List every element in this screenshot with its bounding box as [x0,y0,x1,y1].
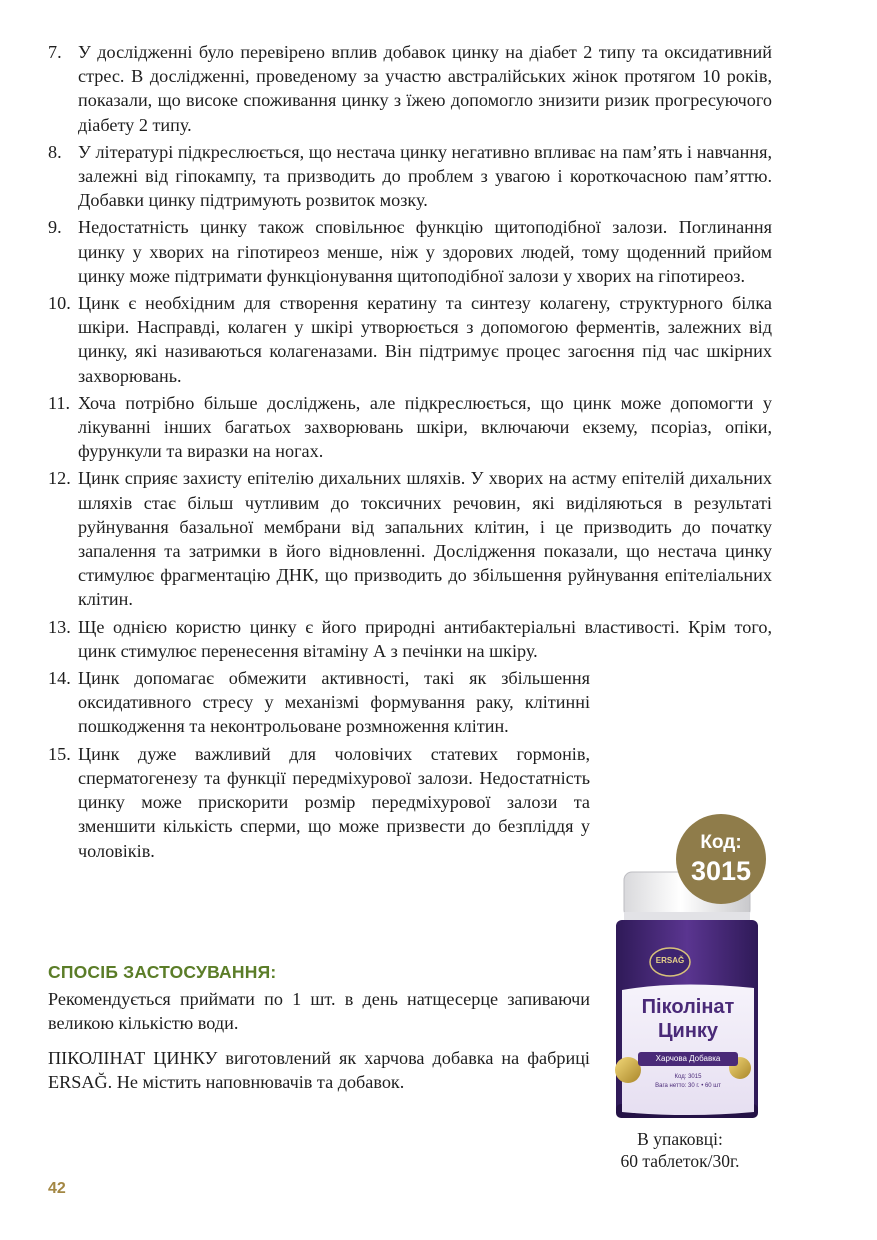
item-text: У дослідженні було перевірено вплив добавок цинку на діабет 2 типу та оксидативний стрес. В дослідженні, проведеному за участю австралійських жінок протягом 10 років, показали, що високе споживання цинку з їжею допомогло знизити ризик прогресуючого діабету 2 типу. [78,42,772,135]
item-text: Ще однією користю цинку є його природні антибактеріальні властивості. Крім того, цинк стимулює перенесення вітаміну А з печінки на шкіру. [78,616,772,661]
badge-label: Код: [700,832,742,853]
item-text: У літературі підкреслюється, що нестача цинку негативно впливає на пам’ять і навчання, залежні від гіпокампу, та призводить до проблем з увагою і короткочасною пам’яттю. Добавки цинку підтримують розвиток мозку. [78,141,772,211]
item-text: Хоча потрібно більше досліджень, але підкреслюється, що цинк може допомогти у лікуванні інших багатьох захворювань шкіри, включаючи екзему, псоріаз, опіки, фурункули та виразки на ногах. [78,392,772,462]
page-number: 42 [48,1180,66,1197]
item-number: 13. [48,616,71,637]
list-item [48,215,772,288]
item-number: 15. [48,743,71,764]
item-text: Цинк сприяє захисту епітелію дихальних шляхів. У хворих на астму епітелій дихальних шляхів стає більш чутливим до токсичних речовин, які виділяються в результаті руйнування базальної мембрани від запальних клітин, і це призводить до початку запалення та затримки в його відновленні. Дослідження показали, що нестача цинку стимулює фрагментацію ДНК, що призводить до збільшення руйнування епітеліальних клітин. [78,468,772,610]
item-number: 14. [48,668,71,689]
item-number: 8. [48,141,62,162]
badge [676,814,766,904]
list-item [48,291,772,388]
list-item [48,140,772,213]
item-text: Цинк дуже важливий для чоловічих статевих гормонів, сперматогенезу та функції передміхурової залози. Недостатність цинку може прискорити розмір передміхурової залози та зменшити кількість сперми, що може призвести до безпліддя у чоловіків. [78,743,590,861]
jar-name-line2: Цинку [657,1020,719,1042]
usage-section-title: СПОСІБ ЗАСТОСУВАННЯ: [48,962,277,982]
list-item [48,742,590,863]
item-text: Недостатність цинку також сповільнює функцію щитоподібної залози. Поглинання цинку у хворих на гіпотиреоз менше, ніж у здорових людей, тому щоденний прийом цинку може підтримати функціонування щитоподібної залози у хворих на гіпотиреоз. [78,217,772,286]
list-item [48,40,772,137]
list-item [48,615,772,663]
item-number: 9. [48,217,62,238]
package-caption [596,1128,764,1172]
caption-line1: В упаковці: [637,1129,723,1149]
item-number: 11. [48,392,71,413]
list-item [48,391,772,464]
jar-brand: ERSAĞ [655,956,685,965]
jar-name-line1: Піколінат [641,996,735,1018]
usage-text: Рекомендується приймати по 1 шт. в день натщесерце запиваючи великою кількістю води. [48,989,590,1034]
jar-net-weight: Вага нетто: 30 г. • 60 шт [655,1083,721,1089]
item-number: 10. [48,293,71,314]
jar-subtitle: Харчова Добавка [638,1052,738,1066]
item-text: Цинк є необхідним для створення кератину та синтезу колагену, структурного білка шкіри. Насправді, колаген у шкірі утворюється з допомогою ферментів, залежних від цинку, які називаються колагеназами. Він підтримує процес загоєння під час шкірних захворювань. [78,293,772,386]
benefits-list [48,40,772,866]
item-number: 12. [48,468,71,489]
item-text: Цинк допомагає обмежити активності, такі як збільшення оксидативного стресу у механізмі формування раку, клітинні пошкодження та неконтрольоване розмноження клітин. [78,668,590,737]
list-item [48,466,772,611]
list-item [48,666,590,739]
product-image [608,812,768,1128]
jar-code: Код: 3015 [674,1074,702,1080]
badge-code: 3015 [690,856,752,886]
manufacturer-text: ПІКОЛІНАТ ЦИНКУ виготовлений як харчова добавка на фабриці ERSAĞ. Не містить наповнювачів та добавок. [48,1048,590,1093]
caption-line2: 60 таблеток/30г. [620,1151,740,1171]
item-number: 7. [48,42,62,62]
